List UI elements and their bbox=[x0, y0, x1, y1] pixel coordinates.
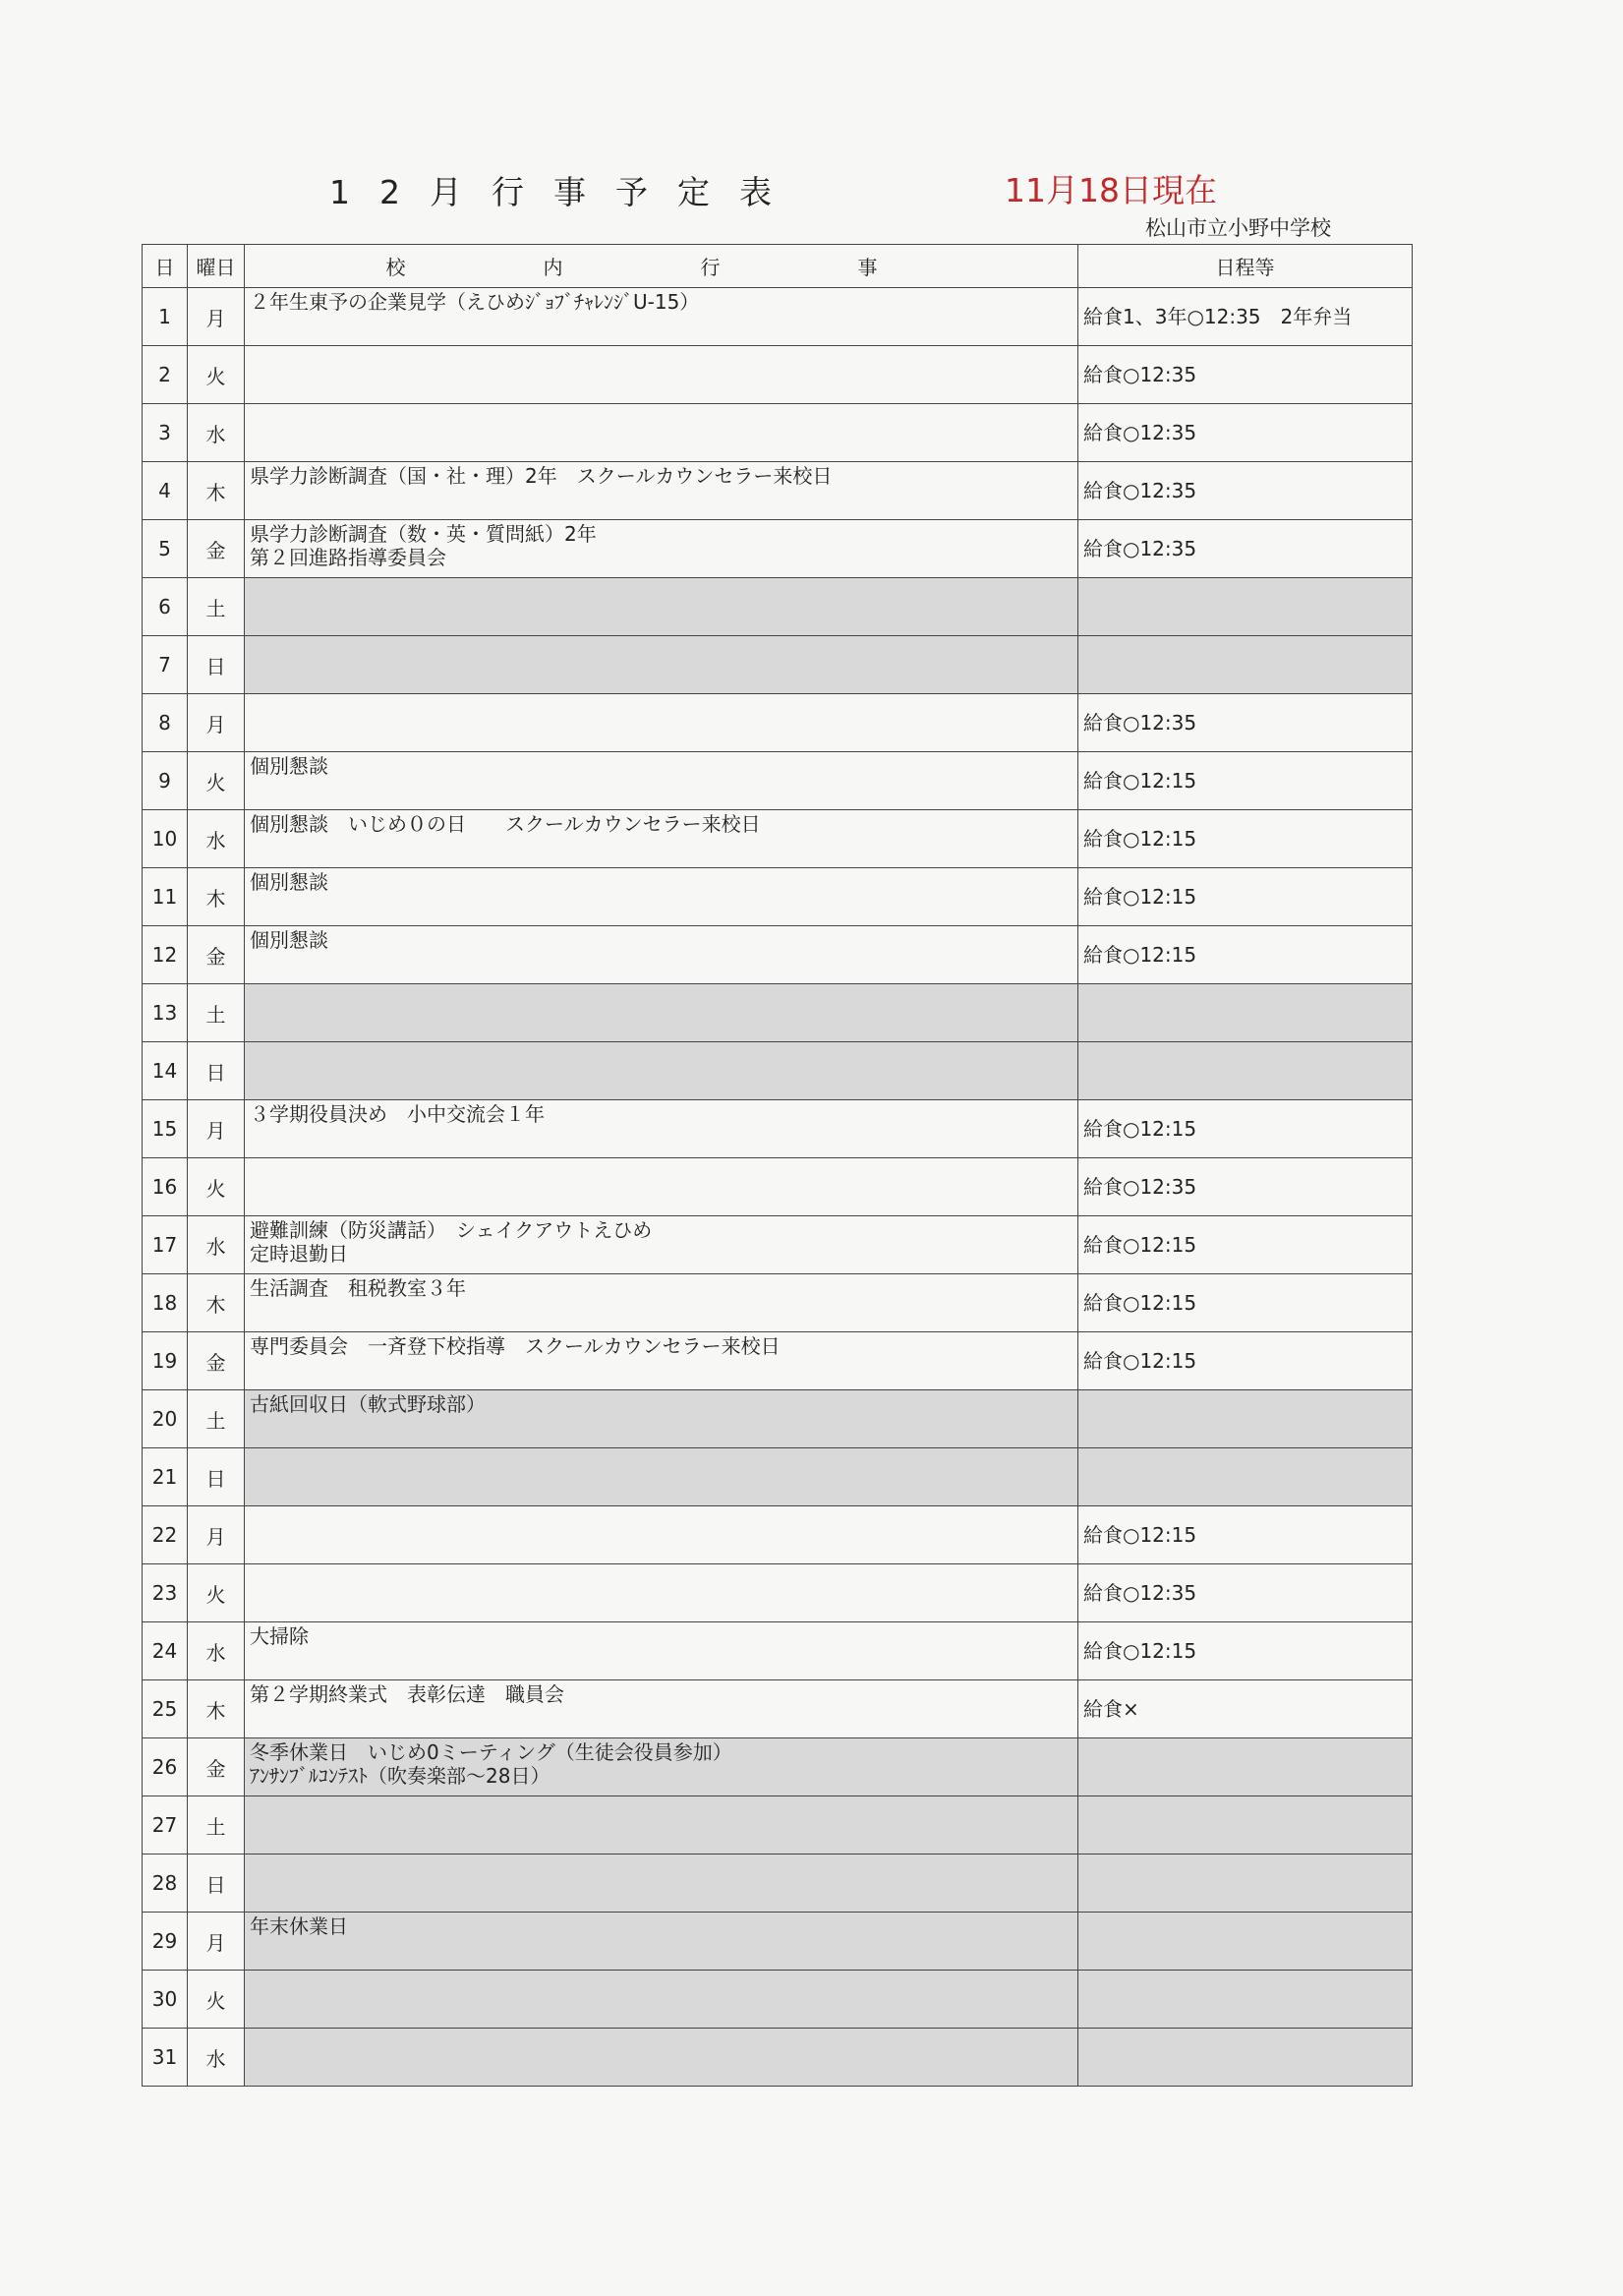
weekday-cell: 水 bbox=[188, 404, 245, 462]
day-cell: 19 bbox=[143, 1332, 188, 1390]
table-row bbox=[143, 1913, 1413, 1971]
table-row bbox=[143, 520, 1413, 578]
event-cell bbox=[245, 404, 1078, 462]
weekday-cell: 土 bbox=[188, 1796, 245, 1854]
event-cell: 個別懇談 bbox=[245, 868, 1078, 926]
schedule-cell: 給食○12:15 bbox=[1078, 926, 1413, 984]
event-cell: 第２学期終業式 表彰伝達 職員会 bbox=[245, 1680, 1078, 1738]
schedule-cell bbox=[1078, 578, 1413, 636]
weekday-cell: 木 bbox=[188, 1274, 245, 1332]
schedule-cell bbox=[1078, 1448, 1413, 1506]
table-row bbox=[143, 1796, 1413, 1854]
event-cell: 個別懇談 いじめ０の日 スクールカウンセラー来校日 bbox=[245, 810, 1078, 868]
day-cell: 23 bbox=[143, 1564, 188, 1622]
weekday-cell: 水 bbox=[188, 1216, 245, 1274]
table-row bbox=[143, 578, 1413, 636]
schedule-cell: 給食○12:15 bbox=[1078, 1100, 1413, 1158]
header-events: 校 内 行 事 bbox=[245, 245, 1078, 288]
schedule-cell: 給食1、3年○12:35 2年弁当 bbox=[1078, 288, 1413, 346]
schedule-cell bbox=[1078, 984, 1413, 1042]
header-weekday: 曜日 bbox=[188, 245, 245, 288]
event-cell: 生活調査 租税教室３年 bbox=[245, 1274, 1078, 1332]
weekday-cell: 日 bbox=[188, 1854, 245, 1913]
weekday-cell: 火 bbox=[188, 1158, 245, 1216]
schedule-cell: 給食○12:35 bbox=[1078, 462, 1413, 520]
weekday-cell: 水 bbox=[188, 810, 245, 868]
day-cell: 10 bbox=[143, 810, 188, 868]
table-row bbox=[143, 1216, 1413, 1274]
weekday-cell: 火 bbox=[188, 752, 245, 810]
event-cell: 年末休業日 bbox=[245, 1913, 1078, 1971]
day-cell: 31 bbox=[143, 2029, 188, 2087]
table-row bbox=[143, 1506, 1413, 1564]
weekday-cell: 金 bbox=[188, 520, 245, 578]
event-cell: 古紙回収日（軟式野球部） bbox=[245, 1390, 1078, 1448]
day-cell: 22 bbox=[143, 1506, 188, 1564]
weekday-cell: 火 bbox=[188, 1564, 245, 1622]
event-cell bbox=[245, 578, 1078, 636]
table-row bbox=[143, 636, 1413, 694]
schedule-cell: 給食× bbox=[1078, 1680, 1413, 1738]
day-cell: 6 bbox=[143, 578, 188, 636]
schedule-cell: 給食○12:35 bbox=[1078, 346, 1413, 404]
schedule-cell bbox=[1078, 1390, 1413, 1448]
day-cell: 20 bbox=[143, 1390, 188, 1448]
day-cell: 14 bbox=[143, 1042, 188, 1100]
event-cell: 大掃除 bbox=[245, 1622, 1078, 1680]
table-row bbox=[143, 1854, 1413, 1913]
weekday-cell: 木 bbox=[188, 462, 245, 520]
weekday-cell: 月 bbox=[188, 1100, 245, 1158]
table-row bbox=[143, 2029, 1413, 2087]
day-cell: 21 bbox=[143, 1448, 188, 1506]
weekday-cell: 水 bbox=[188, 2029, 245, 2087]
table-row bbox=[143, 462, 1413, 520]
event-cell: 個別懇談 bbox=[245, 752, 1078, 810]
school-name: 松山市立小野中学校 bbox=[1145, 216, 1331, 240]
event-cell: 専門委員会 一斉登下校指導 スクールカウンセラー来校日 bbox=[245, 1332, 1078, 1390]
schedule-cell: 給食○12:35 bbox=[1078, 1564, 1413, 1622]
schedule-cell: 給食○12:15 bbox=[1078, 1332, 1413, 1390]
day-cell: 26 bbox=[143, 1738, 188, 1796]
schedule-cell: 給食○12:15 bbox=[1078, 1506, 1413, 1564]
weekday-cell: 金 bbox=[188, 1738, 245, 1796]
weekday-cell: 日 bbox=[188, 1448, 245, 1506]
table-row bbox=[143, 868, 1413, 926]
event-cell: 県学力診断調査（数・英・質問紙）2年 第２回進路指導委員会 bbox=[245, 520, 1078, 578]
table-row bbox=[143, 1622, 1413, 1680]
day-cell: 4 bbox=[143, 462, 188, 520]
table-row bbox=[143, 1564, 1413, 1622]
table-header-row bbox=[143, 245, 1413, 288]
event-cell bbox=[245, 984, 1078, 1042]
day-cell: 2 bbox=[143, 346, 188, 404]
day-cell: 25 bbox=[143, 1680, 188, 1738]
day-cell: 8 bbox=[143, 694, 188, 752]
schedule-cell bbox=[1078, 636, 1413, 694]
schedule-cell: 給食○12:15 bbox=[1078, 1216, 1413, 1274]
schedule-cell bbox=[1078, 1854, 1413, 1913]
weekday-cell: 日 bbox=[188, 1042, 245, 1100]
schedule-cell: 給食○12:15 bbox=[1078, 752, 1413, 810]
weekday-cell: 火 bbox=[188, 1971, 245, 2029]
table-row bbox=[143, 1971, 1413, 2029]
day-cell: 9 bbox=[143, 752, 188, 810]
schedule-cell bbox=[1078, 1971, 1413, 2029]
event-cell bbox=[245, 636, 1078, 694]
header-schedule: 日程等 bbox=[1078, 245, 1413, 288]
event-cell bbox=[245, 1854, 1078, 1913]
schedule-cell bbox=[1078, 2029, 1413, 2087]
day-cell: 17 bbox=[143, 1216, 188, 1274]
table-row bbox=[143, 752, 1413, 810]
table-row bbox=[143, 1448, 1413, 1506]
weekday-cell: 火 bbox=[188, 346, 245, 404]
schedule-cell: 給食○12:35 bbox=[1078, 520, 1413, 578]
event-cell bbox=[245, 1564, 1078, 1622]
event-cell: ３学期役員決め 小中交流会１年 bbox=[245, 1100, 1078, 1158]
table-row bbox=[143, 694, 1413, 752]
weekday-cell: 土 bbox=[188, 984, 245, 1042]
table-row bbox=[143, 984, 1413, 1042]
day-cell: 15 bbox=[143, 1100, 188, 1158]
day-cell: 1 bbox=[143, 288, 188, 346]
table-row bbox=[143, 1390, 1413, 1448]
table-row bbox=[143, 1158, 1413, 1216]
event-cell bbox=[245, 2029, 1078, 2087]
day-cell: 30 bbox=[143, 1971, 188, 2029]
page-title: 12月行事予定表 bbox=[329, 173, 801, 211]
weekday-cell: 月 bbox=[188, 1913, 245, 1971]
schedule-cell: 給食○12:15 bbox=[1078, 1622, 1413, 1680]
schedule-cell bbox=[1078, 1913, 1413, 1971]
event-cell: 冬季休業日 いじめ0ミーティング（生徒会役員参加） ｱﾝｻﾝﾌﾞﾙｺﾝﾃｽﾄ（吹奏楽部～28日） bbox=[245, 1738, 1078, 1796]
day-cell: 27 bbox=[143, 1796, 188, 1854]
event-cell bbox=[245, 1796, 1078, 1854]
day-cell: 3 bbox=[143, 404, 188, 462]
day-cell: 7 bbox=[143, 636, 188, 694]
weekday-cell: 木 bbox=[188, 868, 245, 926]
event-cell: 避難訓練（防災講話） シェイクアウトえひめ 定時退勤日 bbox=[245, 1216, 1078, 1274]
weekday-cell: 金 bbox=[188, 926, 245, 984]
schedule-cell: 給食○12:35 bbox=[1078, 1158, 1413, 1216]
weekday-cell: 月 bbox=[188, 288, 245, 346]
table-row bbox=[143, 1738, 1413, 1796]
day-cell: 13 bbox=[143, 984, 188, 1042]
schedule-table bbox=[142, 244, 1413, 2087]
event-cell bbox=[245, 1506, 1078, 1564]
event-cell: 県学力診断調査（国・社・理）2年 スクールカウンセラー来校日 bbox=[245, 462, 1078, 520]
day-cell: 16 bbox=[143, 1158, 188, 1216]
event-cell bbox=[245, 1448, 1078, 1506]
schedule-cell bbox=[1078, 1042, 1413, 1100]
event-cell bbox=[245, 1971, 1078, 2029]
schedule-cell: 給食○12:35 bbox=[1078, 404, 1413, 462]
event-cell: 個別懇談 bbox=[245, 926, 1078, 984]
weekday-cell: 日 bbox=[188, 636, 245, 694]
table-row bbox=[143, 1100, 1413, 1158]
table-row bbox=[143, 810, 1413, 868]
as-of-date: 11月18日現在 bbox=[1005, 171, 1217, 209]
day-cell: 24 bbox=[143, 1622, 188, 1680]
table-row bbox=[143, 404, 1413, 462]
table-row bbox=[143, 346, 1413, 404]
table-row bbox=[143, 926, 1413, 984]
weekday-cell: 土 bbox=[188, 1390, 245, 1448]
schedule-cell: 給食○12:15 bbox=[1078, 868, 1413, 926]
schedule-cell: 給食○12:15 bbox=[1078, 810, 1413, 868]
weekday-cell: 月 bbox=[188, 1506, 245, 1564]
table-row bbox=[143, 1042, 1413, 1100]
table-row bbox=[143, 1680, 1413, 1738]
weekday-cell: 土 bbox=[188, 578, 245, 636]
event-cell bbox=[245, 1042, 1078, 1100]
schedule-cell bbox=[1078, 1738, 1413, 1796]
weekday-cell: 木 bbox=[188, 1680, 245, 1738]
day-cell: 11 bbox=[143, 868, 188, 926]
schedule-cell: 給食○12:35 bbox=[1078, 694, 1413, 752]
day-cell: 29 bbox=[143, 1913, 188, 1971]
day-cell: 28 bbox=[143, 1854, 188, 1913]
weekday-cell: 水 bbox=[188, 1622, 245, 1680]
table-row bbox=[143, 1274, 1413, 1332]
schedule-cell: 給食○12:15 bbox=[1078, 1274, 1413, 1332]
event-cell: ２年生東予の企業見学（えひめｼﾞｮﾌﾞﾁｬﾚﾝｼﾞU-15） bbox=[245, 288, 1078, 346]
header-day: 日 bbox=[143, 245, 188, 288]
weekday-cell: 金 bbox=[188, 1332, 245, 1390]
day-cell: 5 bbox=[143, 520, 188, 578]
event-cell bbox=[245, 1158, 1078, 1216]
event-cell bbox=[245, 694, 1078, 752]
weekday-cell: 月 bbox=[188, 694, 245, 752]
day-cell: 12 bbox=[143, 926, 188, 984]
table-row bbox=[143, 288, 1413, 346]
schedule-cell bbox=[1078, 1796, 1413, 1854]
table-row bbox=[143, 1332, 1413, 1390]
day-cell: 18 bbox=[143, 1274, 188, 1332]
event-cell bbox=[245, 346, 1078, 404]
